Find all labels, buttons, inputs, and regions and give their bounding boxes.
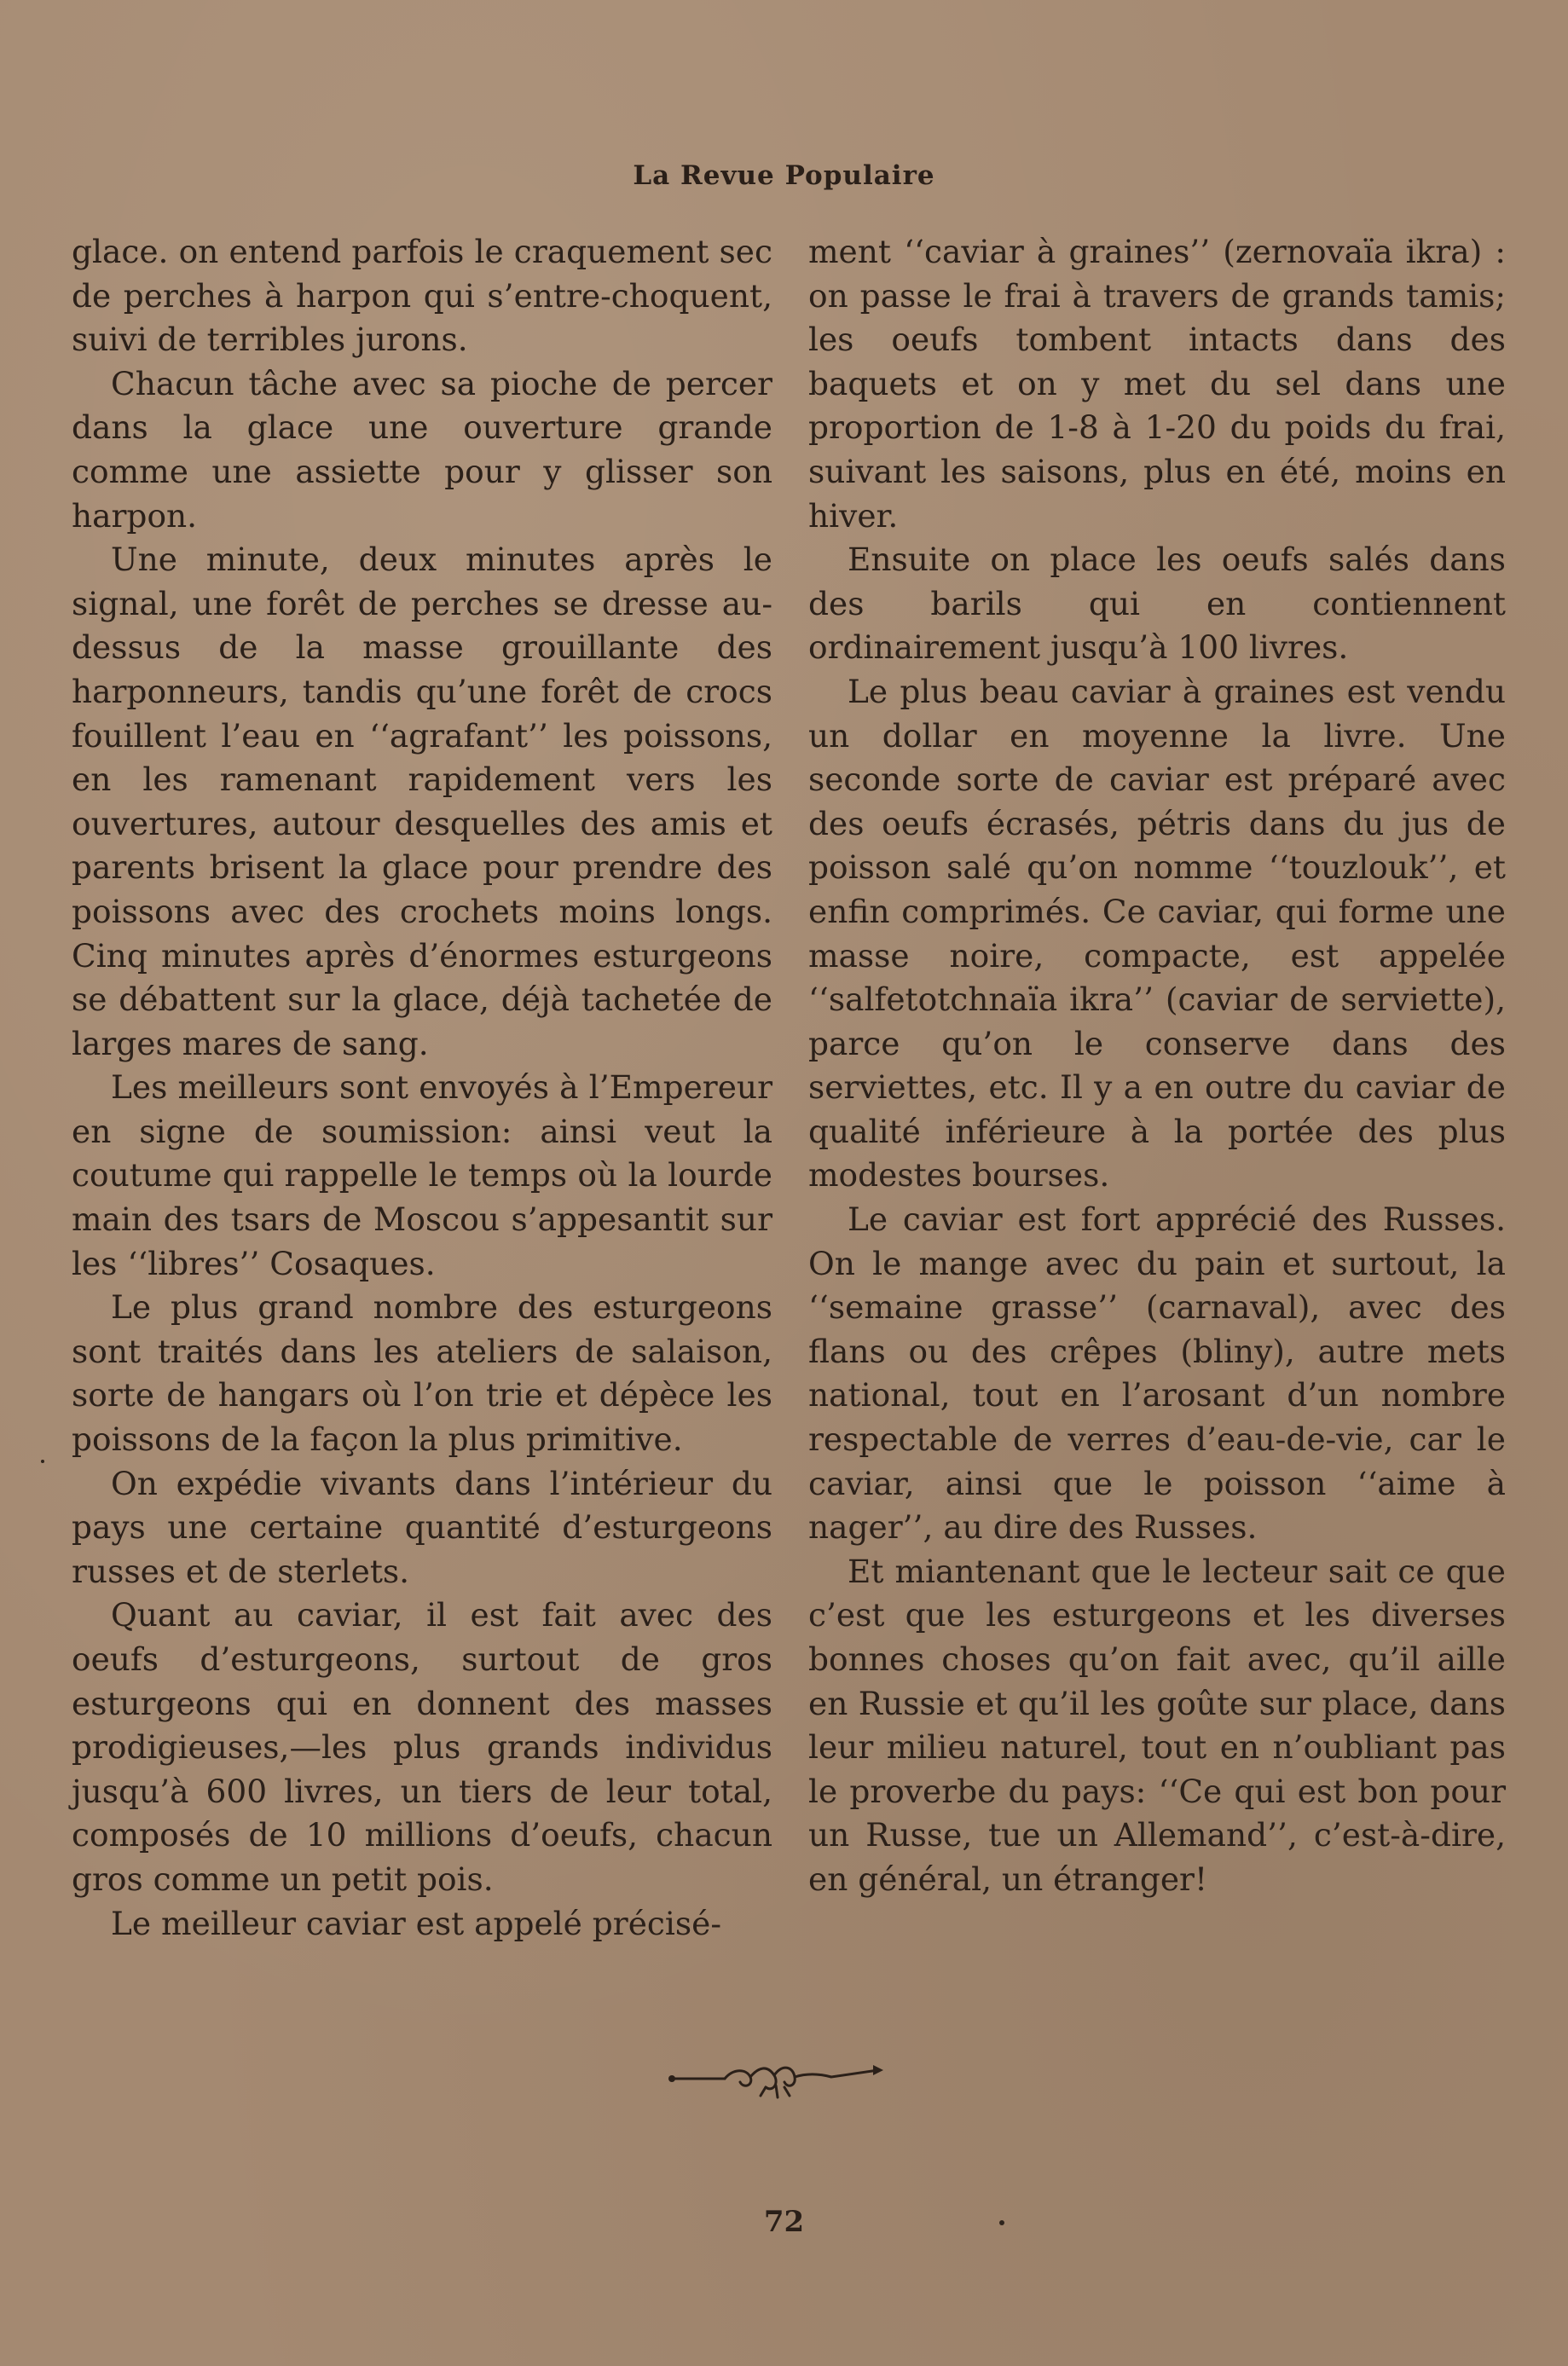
paragraph: Le meilleur caviar est appelé précisé- xyxy=(111,1904,721,1942)
running-header: La Revue Populaire xyxy=(633,160,935,191)
paragraph: Le plus beau caviar à graines est vendu un dollar en moyenne la livre. Une seconde sorte de caviar est préparé avec des oeufs écrasés, pétris dans du jus de poisson salé qu’on nomme ‘‘touzlouk’’, et enfin comprimés. Ce caviar, qui forme une masse noire, compacte, est appelée ‘‘salfetotchnaïa ikra’’ (caviar de serviette), parce qu’on le conserve dans des serviettes, etc. Il y a en outre du caviar de qualité inférieure à la portée des plus modestes bourses. xyxy=(808,672,1506,1195)
paragraph: Une minute, deux minutes après le signal, une forêt de perches se dresse au-dessus de la masse grouillante des harponneurs, tandis qu’une forêt de crocs fouillent l’eau en ‘‘agrafant’’ les poissons, en les ramenant rapidement vers les ouvertures, autour desquelles des amis et parents brisent la glace pour prendre des poissons avec des crochets moins longs. Cinq minutes après d’énormes esturgeons se débattent sur la glace, déjà tachetée de larges mares de sang. xyxy=(72,541,772,1062)
ink-speck xyxy=(999,2220,1004,2225)
ink-speck xyxy=(41,1460,44,1463)
paragraph: Et miantenant que le lecteur sait ce que c’est que les esturgeons et les diverses bonnes choses qu’on fait avec, qu’il aille en Russie et qu’il les goûte sur place, dans leur milieu naturel, tout en n’oubliant pas le proverbe du pays: ‘‘Ce qui est bon pour un Russe, tue un Allemand’’, c’est-à-dire, en général, un étranger! xyxy=(808,1552,1506,1898)
page-number: 72 xyxy=(763,2205,805,2239)
paragraph: Ensuite on place les oeufs salés dans des barils qui en contiennent ordinairement jusqu’à 100 livres. xyxy=(808,541,1506,667)
paragraph: Les meilleurs sont envoyés à l’Empereur en signe de soumission: ainsi veut la coutume qui rappelle le temps où la lourde main des tsars de Moscou s’appesantit sur les ‘‘libres’’ Cosaques. xyxy=(72,1068,772,1282)
right-column xyxy=(808,230,1506,1902)
paragraph: Le caviar est fort apprécié des Russes. On le mange avec du pain et surtout, la ‘‘semaine grasse’’ (carnaval), avec des flans ou des crêpes (bliny), autre mets national, tout en l’arosant d’un nombre respectable de verres d’eau-de-vie, car le caviar, ainsi que le poisson ‘‘aime à nager’’, au dire des Russes. xyxy=(808,1200,1506,1547)
paragraph: glace. on entend parfois le craquement sec de perches à harpon qui s’entre-choquent, suivi de terribles jurons. xyxy=(72,233,772,359)
ornament-divider-icon xyxy=(665,2051,887,2103)
paragraph: Chacun tâche avec sa pioche de percer dans la glace une ouverture grande comme une assiette pour y glisser son harpon. xyxy=(72,364,772,535)
paragraph: On expédie vivants dans l’intérieur du pays une certaine quantité d’esturgeons russes et de sterlets. xyxy=(72,1464,772,1590)
paragraph: Le plus grand nombre des esturgeons sont traités dans les ateliers de salaison, sorte de hangars où l’on trie et dépèce les poissons de la façon la plus primitive. xyxy=(72,1288,772,1459)
left-column xyxy=(72,230,772,1946)
paragraph: Quant au caviar, il est fait avec des oeufs d’esturgeons, surtout de gros esturgeons qui en donnent des masses prodigieuses,—les plus grands individus jusqu’à 600 livres, un tiers de leur total, composés de 10 millions d’oeufs, chacun gros comme un petit pois. xyxy=(72,1596,772,1898)
paragraph: ment ‘‘caviar à graines’’ (zernovaïa ikra) : on passe le frai à travers de grands tamis; les oeufs tombent intacts dans des baquets et on y met du sel dans une proportion de 1-8 à 1-20 du poids du frai, suivant les saisons, plus en été, moins en hiver. xyxy=(808,233,1506,535)
